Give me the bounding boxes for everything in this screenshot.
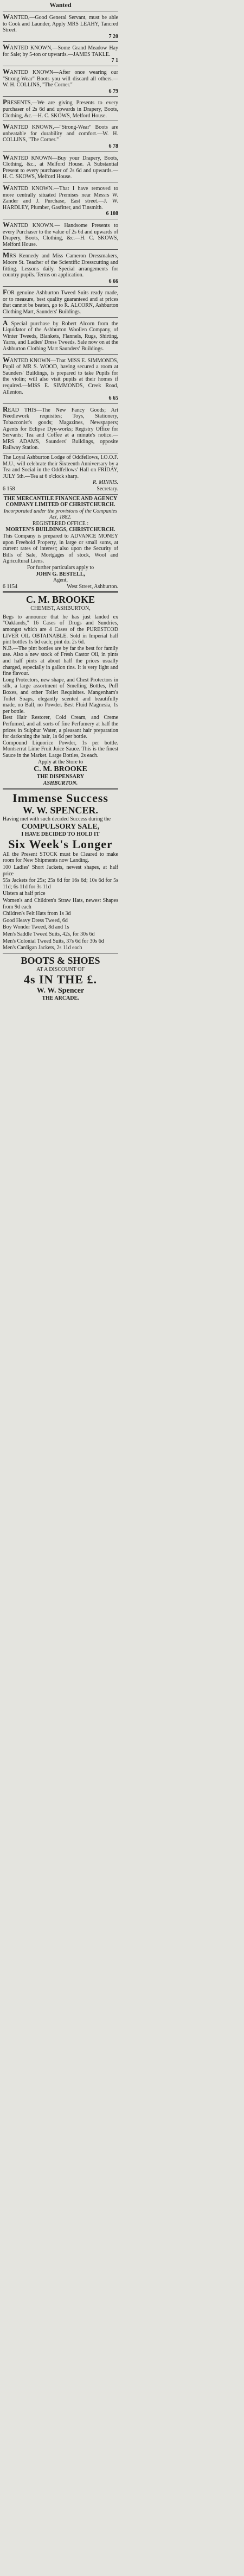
wanted-ad: WANTED KNOWN—After once wearing our "Strong-Wear" Boots you will discard all others.—W. H. COLLINS, "The Corner." 6 79 <box>3 66 118 97</box>
wanted-ad: WANTED,—Good General Servant, must be able to Cook and Launder, Apply MRS LEAHY, Tancred Street. 7 20 <box>3 11 118 42</box>
violin-lessons-ad: WANTED KNOWN—That MISS E. SIMMONDS, Pupil of MR S. WOOD, having secured a room at Saunders' Buildings, is prepared to take Pupils for the violin; will also visit pupils at their homes if required.—MISS E. SIMMONDS, Creek Road, Allenton. 6 65 <box>3 355 118 404</box>
list-item: Women's and Children's Straw Hats, newest Shapes from 9d each <box>3 898 118 910</box>
wanted-ad: WANTED KNOWN,—Some Grand Meadow Hay for Sale; by 5-ton or upwards.—JAMES TAKLE. 7 1 <box>3 42 118 66</box>
discount-rate: 4s IN THE £. <box>23 973 98 987</box>
wanted-ad: WANTED KNOWN—Buy your Drapery, Boots, Clothing, &c., at Melford House. A Substantial Present to every purchaser of 2s 6d and upwards.—H. C. SKOWS, Melford House. <box>3 152 118 182</box>
list-item: 100 Ladies' Short Jackets, newest shapes, at half price <box>3 864 118 877</box>
chemist-name: C. M. BROOKE <box>25 594 95 605</box>
ad-reference: 6 79 <box>108 88 118 94</box>
clothing-ad: FOR genuine Ashburton Tweed Suits ready made, or to measure, best quality guaranteed and at prices that cannot be beaten, go to R. ALCORN, Ashburton Clothing Mart, Saunders' Buildings. <box>3 287 118 317</box>
ad-reference: 6 78 <box>108 143 118 149</box>
list-item: 55s Jackets for 25s; 25s 6d for 16s 6d; 10s 6d for 5s 11d; 6s 11d for 3s 11d <box>3 877 118 890</box>
sale-item-list <box>3 864 118 951</box>
dressmaker-ad: MRS Kennedy and Miss Cameron Dressmakers, Moore St. Teacher of the Scientific Dresscutting and fitting. Lessons daily. Special arrangements for country pupils. Terms on application. 6 66 <box>3 250 118 287</box>
ad-reference: 6 108 <box>106 211 118 217</box>
list-item: Men's Cardigan Jackets, 2s 11d each <box>3 945 82 951</box>
ad-reference: 7 1 <box>111 58 118 64</box>
list-item: Good Heavy Dress Tweed, 6d <box>3 917 68 924</box>
six-weeks-heading: Six Week's Longer <box>8 837 113 851</box>
boots-shoes-ad: BOOTS & SHOES AT A DISCOUNT OF 4s IN THE £. W. W. Spencer THE ARCADE. <box>3 954 118 1003</box>
wanted-ad: WANTED KNOWN,—"Strong-Wear" Boots are unbeatable for durability and comfort.—W. H. COLLINS, "The Corner." 6 78 <box>3 121 118 151</box>
lodge-signer: R. MINNIS. <box>93 479 118 486</box>
woollen-sale-ad: A Special purchase by Robert Alcorn from the Liquidator of the Ashburton Woollen Company, of Winter Tweeds, Blankets, Flannels, Rugs, Shirting, Yarns, and Ladies' Dress Tweeds. Sale now on at the Ashburton Clothing Mart Saunders' Buildings. <box>3 318 118 355</box>
list-item: Men's Saddle Tweed Suits, 42s, for 30s 6d <box>3 931 95 937</box>
classified-column <box>0 0 121 1003</box>
brooke-chemist-ad: C. M. BROOKE CHEMIST, ASHBURTON, Begs to announce that he has just landed ex "Oaklands," 16 Cases of Drugs and Sundries, amongst which are 4 Cases of the PURESTCOD LIVER OIL OBTAINABLE. Sold in Imperial half pint bottles 1s 6d each; pint do. 2s 6d. N.B.—The pint bottles are by far the best for family use. Also a new stock of Fresh Castor Oil, in pints and half pints at about half the prices usually charged, especially in gallon tins. It is very light and fine flavour. Long Protectors, new shape, and Chest Protectors in silk, a large assortment of Smelling Bottles, Puff Boxes, and other Toilet Requisites. Mangenham's Toilet Soaps, elegantly scented and beautifully made, no Ball, no Powder. Best Fluid Magnesia, 1s per bottle. Best Hair Restorer, Cold Cream, and Creme Perfumed, and all sorts of fine Perfumery at half the prices in Sulphur Water, a pleasant hair preparation for darkening the hair, 1s 6d per bottle. Compound Liquorice Powder, 1s per bottle. Montserrat Lime Fruit Juice Sauce. This is the finest Sauce in the Market. Large Bottles, 2s each. Apply at the Store to C. M. BROOKE THE DISPENSARY ASHBURTON. <box>3 593 118 790</box>
wanted-ad: WANTED KNOWN.—That I have removed to more centrally situated Premises near Messrs W. Zander and J. Purchase, East street.—J. W. HARDLEY, Plumber, Gasfitter, and Tinsmith. 6 108 <box>3 182 118 219</box>
wanted-header: Wanted <box>3 0 118 11</box>
list-item: Ulsters at half price <box>3 891 46 897</box>
mercantile-title: THE MERCANTILE FINANCE AND AGENCY COMPANY LIMITED OF CHRISTCHURCH. <box>3 495 118 508</box>
spencer-sale-ad: Immense Success W. W. SPENCER. Having met with such decided Success during the COMPULSORY SALE, I HAVE DECIDED TO HOLD IT Six Week's Longer All the Present STOCK must be Cleared to make room for New Shipments now Landing. 100 Ladies' Short Jackets, newest shapes, at half price 55s Jackets for 25s; 25s 6d for 16s 6d; 10s 6d for 5s 11d; 6s 11d for 3s 11d Ulsters at half price Women's and Children's Straw Hats, newest Shapes from 9d each Children's Felt Hats from 1s 3d Good Heavy Dress Tweed, 6d Boy Wonder Tweed, 8d and 1s Men's Saddle Tweed Suits, 42s, for 30s 6d Men's Colonial Tweed Suits, 37s 6d for 30s 6d Men's Cardigan Jackets, 2s 11d each <box>3 790 118 954</box>
list-item: Men's Colonial Tweed Suits, 37s 6d for 30s 6d <box>3 938 104 944</box>
ad-reference: 6 158 <box>3 485 15 492</box>
list-item: Children's Felt Hats from 1s 3d <box>3 911 71 917</box>
oddfellows-lodge-ad: The Loyal Ashburton Lodge of Oddfellows, I.O.O.F. M.U., will celebrate their Sixteenth Anniversary by a Tea and Social in the Oddfellows' Hall on FRIDAY, JULY 5th.—Tea at 6 o'clock sharp. R. MINNIS. 6 158 Secretary. <box>3 453 118 495</box>
ad-reference: 7 20 <box>108 33 118 40</box>
list-item: Boy Wonder Tweed, 8d and 1s <box>3 924 69 931</box>
mercantile-finance-ad: THE MERCANTILE FINANCE AND AGENCY COMPANY LIMITED OF CHRISTCHURCH. Incorporated under the provisions of the Companies Act, 1882. REGISTERED OFFICE : MORTEN'S BUILDINGS, CHRISTCHURCH. This Company is prepared to ADVANCE MONEY upon Freehold Property, in large or small sums, at current rates of interest; also upon the Security of Bills of Sale, Mortgages of stock, Wool and Agricultural Liens. For further particulars apply to JOHN G. BESTELL, Agent, 6 1154 West Street, Ashburton. <box>3 495 118 594</box>
presents-ad: PRESENTS,—We are giving Presents to every purchaser of 2s 6d and upwards in Drapery, Boots, Clothing, &c.—H. C. SKOWS, Melford House. <box>3 97 118 121</box>
ad-reference: 6 1154 <box>3 583 18 590</box>
wanted-ad: WANTED KNOWN.— Handsome Presents to every Purchaser to the value of 2s 6d and upwards of Drapery, Boots, Clothing, &c.—H. C. SKOWS, Melford House. <box>3 219 118 250</box>
fancy-goods-ad: READ THIS—The New Fancy Goods; Art Needlework requisites; Toys, Stationery, Tobacconist's goods; Magazines, Newspapers; Agents for Eclipse Dye-works; Registry Office for Servants; Tea and Coffee at a minute's notice.—MRS ADAMS, Saunders' Buildings, opposite Railway Station. <box>3 404 118 453</box>
lodge-title: Secretary. <box>97 485 118 492</box>
immense-success-heading: Immense Success <box>12 791 108 805</box>
ad-reference: 6 65 <box>108 395 118 402</box>
ad-reference: 6 66 <box>108 278 118 285</box>
